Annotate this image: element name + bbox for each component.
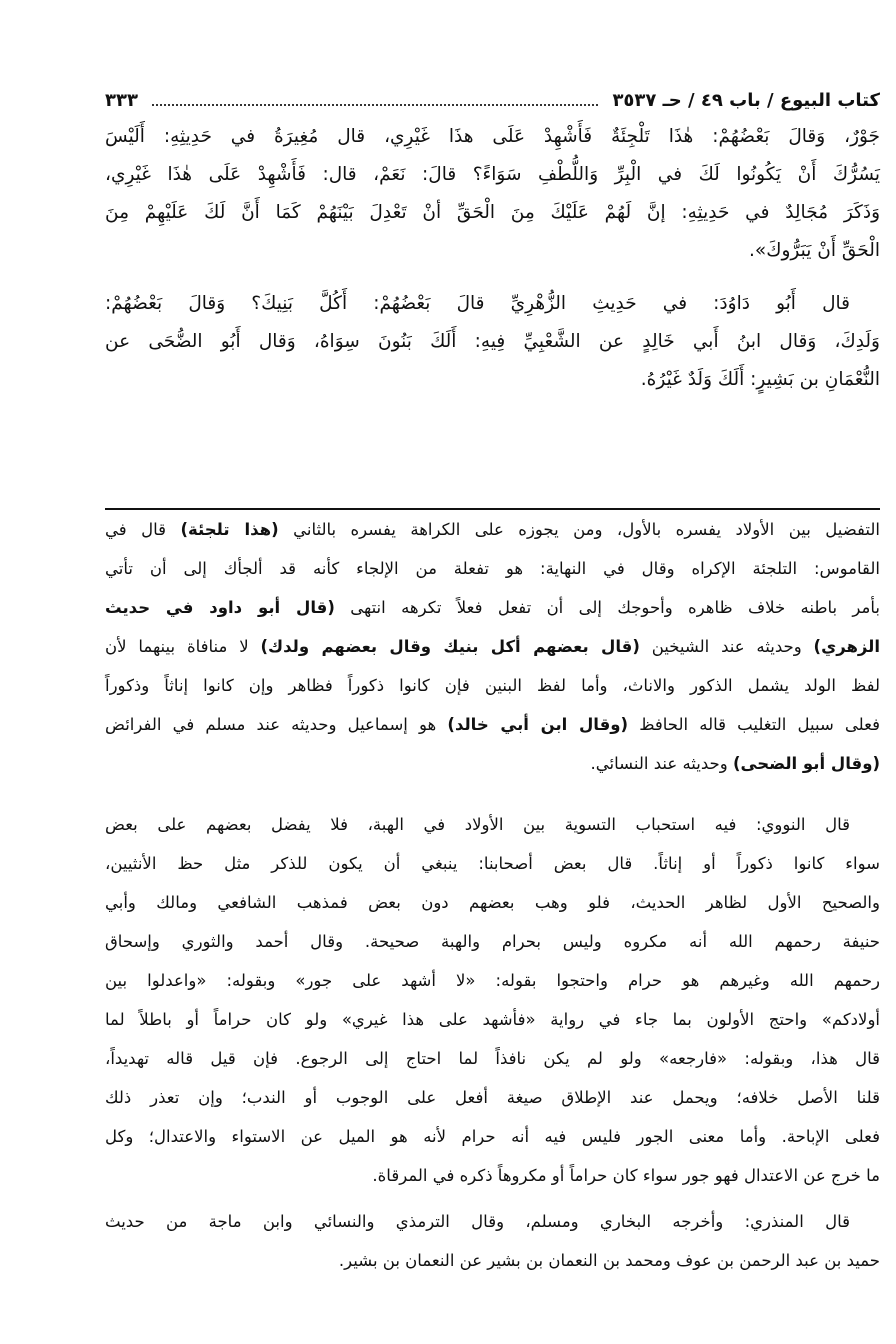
bold-quote-segment: (وقال ابن أبي خالد) (447, 715, 629, 734)
text-segment: يَسُرُّكَ أَنْ يَكُونُوا لَكَ في الْبِرِّ وَاللُّطْفِ سَوَاءً؟ قالَ: نَعَمْ، قال: فَأَشْهِدْ عَلَى هٰذَا غَيْرِي، (105, 164, 880, 185)
hadith-line (105, 236, 880, 266)
bold-quote-segment: (قال أبو داود في حديث (105, 598, 335, 617)
bold-quote-segment: (هذا تلجئة) (180, 520, 279, 539)
text-segment: النُّعْمَانِ بن بَشِيرٍ: أَلَكَ وَلَدٌ غَيْرُهُ. (640, 369, 880, 390)
text-segment: فعلى الإباحة. وأما معنى الجور فليس فيه أنه حرام لأنه هو الميل عن الاستواء والاعتدال؛ وكل (105, 1127, 880, 1146)
text-segment: وَذَكَرَ مُجَالِدٌ في حَدِيثِهِ: إنَّ لَهُمْ عَلَيْكَ مِنَ الْحَقِّ أنْ تَعْدِلَ بَيْنَهُمْ كَمَا أَنَّ لَكَ عَلَيْهِمْ مِنَ (105, 202, 880, 223)
text-segment: قال أَبُو دَاوُدَ: في حَدِيثِ الزُّهْرِيِّ قالَ بَعْضُهُمْ: أَكُلَّ بَنِيكَ؟ وَقالَ بَعْضُهُمْ: (105, 293, 850, 314)
commentary-line (105, 1083, 880, 1113)
text-segment: حميد بن عبد الرحمن بن عوف ومحمد بن النعمان بن بشير عن النعمان بن بشير. (338, 1251, 880, 1270)
commentary-line (105, 593, 880, 623)
text-segment: جَوْرٌ، وَقالَ بَعْضُهُمْ: هٰذَا تَلْجِئَةٌ فَأَشْهِدْ عَلَى هذَا غَيْرِي، قال مُغِيرَةُ في حَدِيثِهِ: أَلَيْسَ (105, 126, 880, 147)
text-segment: قال المنذري: وأخرجه البخاري ومسلم، وقال الترمذي والنسائي وابن ماجة من حديث (105, 1212, 850, 1231)
commentary-line (105, 1122, 880, 1152)
commentary-line (105, 515, 880, 545)
text-segment: قال النووي: فيه استحباب التسوية بين الأولاد في الهبة، فلا يفضل بعضهم على بعض (105, 815, 850, 834)
text-segment: قلنا الأصل خلافه؛ ويحمل عند الإطلاق صيغة أفعل على الوجوب أو الندب؛ وإن تعذر ذلك (105, 1088, 880, 1107)
text-segment: لفظ الولد يشمل الذكور والاناث، وأما لفظ البنين فإن كانوا ذكوراً فظاهر وإن كانوا إناثاً وذكوراً (105, 676, 880, 695)
commentary-line (105, 671, 880, 701)
commentary-line (105, 849, 880, 879)
text-segment: بأمر باطنه خلاف ظاهره وأحوجك إلى أن تفعل فعلاً تكرهه انتهى (334, 598, 880, 617)
text-segment: الْحَقِّ أَنْ يَبَرُّوكَ». (749, 240, 880, 261)
commentary-line (105, 966, 880, 996)
commentary-line (105, 927, 880, 957)
page-number: ٣٣٣ (105, 89, 138, 111)
hadith-line (105, 289, 880, 319)
text-segment: حنيفة رحمهم الله أنه مكروه وليس بحرام والهبة صحيحة. وقال أحمد والثوري وإسحاق (105, 932, 880, 951)
text-segment: وَلَدِكَ، وَقال ابنُ أَبي خَالِدٍ عن الشَّعْبِيِّ فِيهِ: أَلَكَ بَنُونَ سِوَاهُ، وَقال أَبُو الضُّحَى عن (105, 331, 880, 352)
commentary-line (105, 710, 880, 740)
text-segment: رحمهم الله وغيرهم هو حرام واحتجوا بقوله: «لا أشهد على جور» وبقوله: «واعدلوا بين (105, 971, 880, 990)
running-title: كتاب البيوع / باب ٤٩ / حـ ٣٥٣٧ (612, 89, 880, 111)
bold-quote-segment: الزهري) (813, 637, 881, 656)
dotted-leader (152, 94, 598, 106)
text-segment: ما خرج عن الاعتدال فهو جور سواء كان حراماً أو مكروهاً ذكره في المرقاة. (372, 1166, 880, 1185)
bold-quote-segment: (قال بعضهم أكل بنيك وقال بعضهم ولدك) (260, 637, 640, 656)
commentary-line (105, 749, 880, 779)
commentary-line (105, 810, 880, 840)
text-segment: وحديثه عند الشيخين (639, 637, 814, 656)
text-segment: سواء كانوا ذكوراً أو إناثاً. قال بعض أصحابنا: ينبغي أن يكون للذكر مثل حظ الأنثيين، (105, 854, 880, 873)
text-segment: لا منافاة بينهما لأن (105, 637, 261, 656)
commentary-line (105, 632, 880, 662)
hadith-line (105, 365, 880, 395)
bold-quote-segment: (وقال أبو الضحى) (732, 754, 880, 773)
text-segment: أولادكم» واحتج الأولون بما جاء في رواية «فأشهد على هذا غيري» ولو كان حراماً أو باطلاً لما (105, 1010, 880, 1029)
running-header (105, 86, 880, 114)
text-segment: التفضيل بين الأولاد يفسره بالأول، ومن يجوزه على الكراهة يفسره بالثاني (278, 520, 880, 539)
commentary-line (105, 1161, 880, 1191)
commentary-line (105, 1207, 880, 1237)
commentary-line (105, 888, 880, 918)
text-segment: والصحيح الأول لظاهر الحديث، فلو وهب بعضهم دون بعض فمذهب الشافعي ومالك وأبي (105, 893, 880, 912)
hadith-line (105, 160, 880, 190)
commentary-line (105, 1005, 880, 1035)
commentary-line (105, 1044, 880, 1074)
text-segment: فعلى سبيل التغليب قاله الحافظ (628, 715, 880, 734)
text-segment: وحديثه عند النسائي. (590, 754, 733, 773)
hadith-line (105, 327, 880, 357)
hadith-line (105, 198, 880, 228)
commentary-line (105, 1246, 880, 1276)
text-segment: قال هذا، وبقوله: «فارجعه» ولو لم يكن نافذاً لما احتاج إلى الرجوع. فإن قيل قاله تهديداً، (105, 1049, 880, 1068)
hadith-line (105, 122, 880, 152)
commentary-line (105, 554, 880, 584)
text-segment: قال في (105, 520, 181, 539)
text-segment: هو إسماعيل وحديثه عند مسلم في الفرائض (105, 715, 448, 734)
footnote-divider (105, 508, 880, 510)
text-segment: القاموس: التلجئة الإكراه وقال في النهاية: هو تفعلة من الإلجاء كأنه قد ألجأك إلى أن تأتي (105, 559, 880, 578)
